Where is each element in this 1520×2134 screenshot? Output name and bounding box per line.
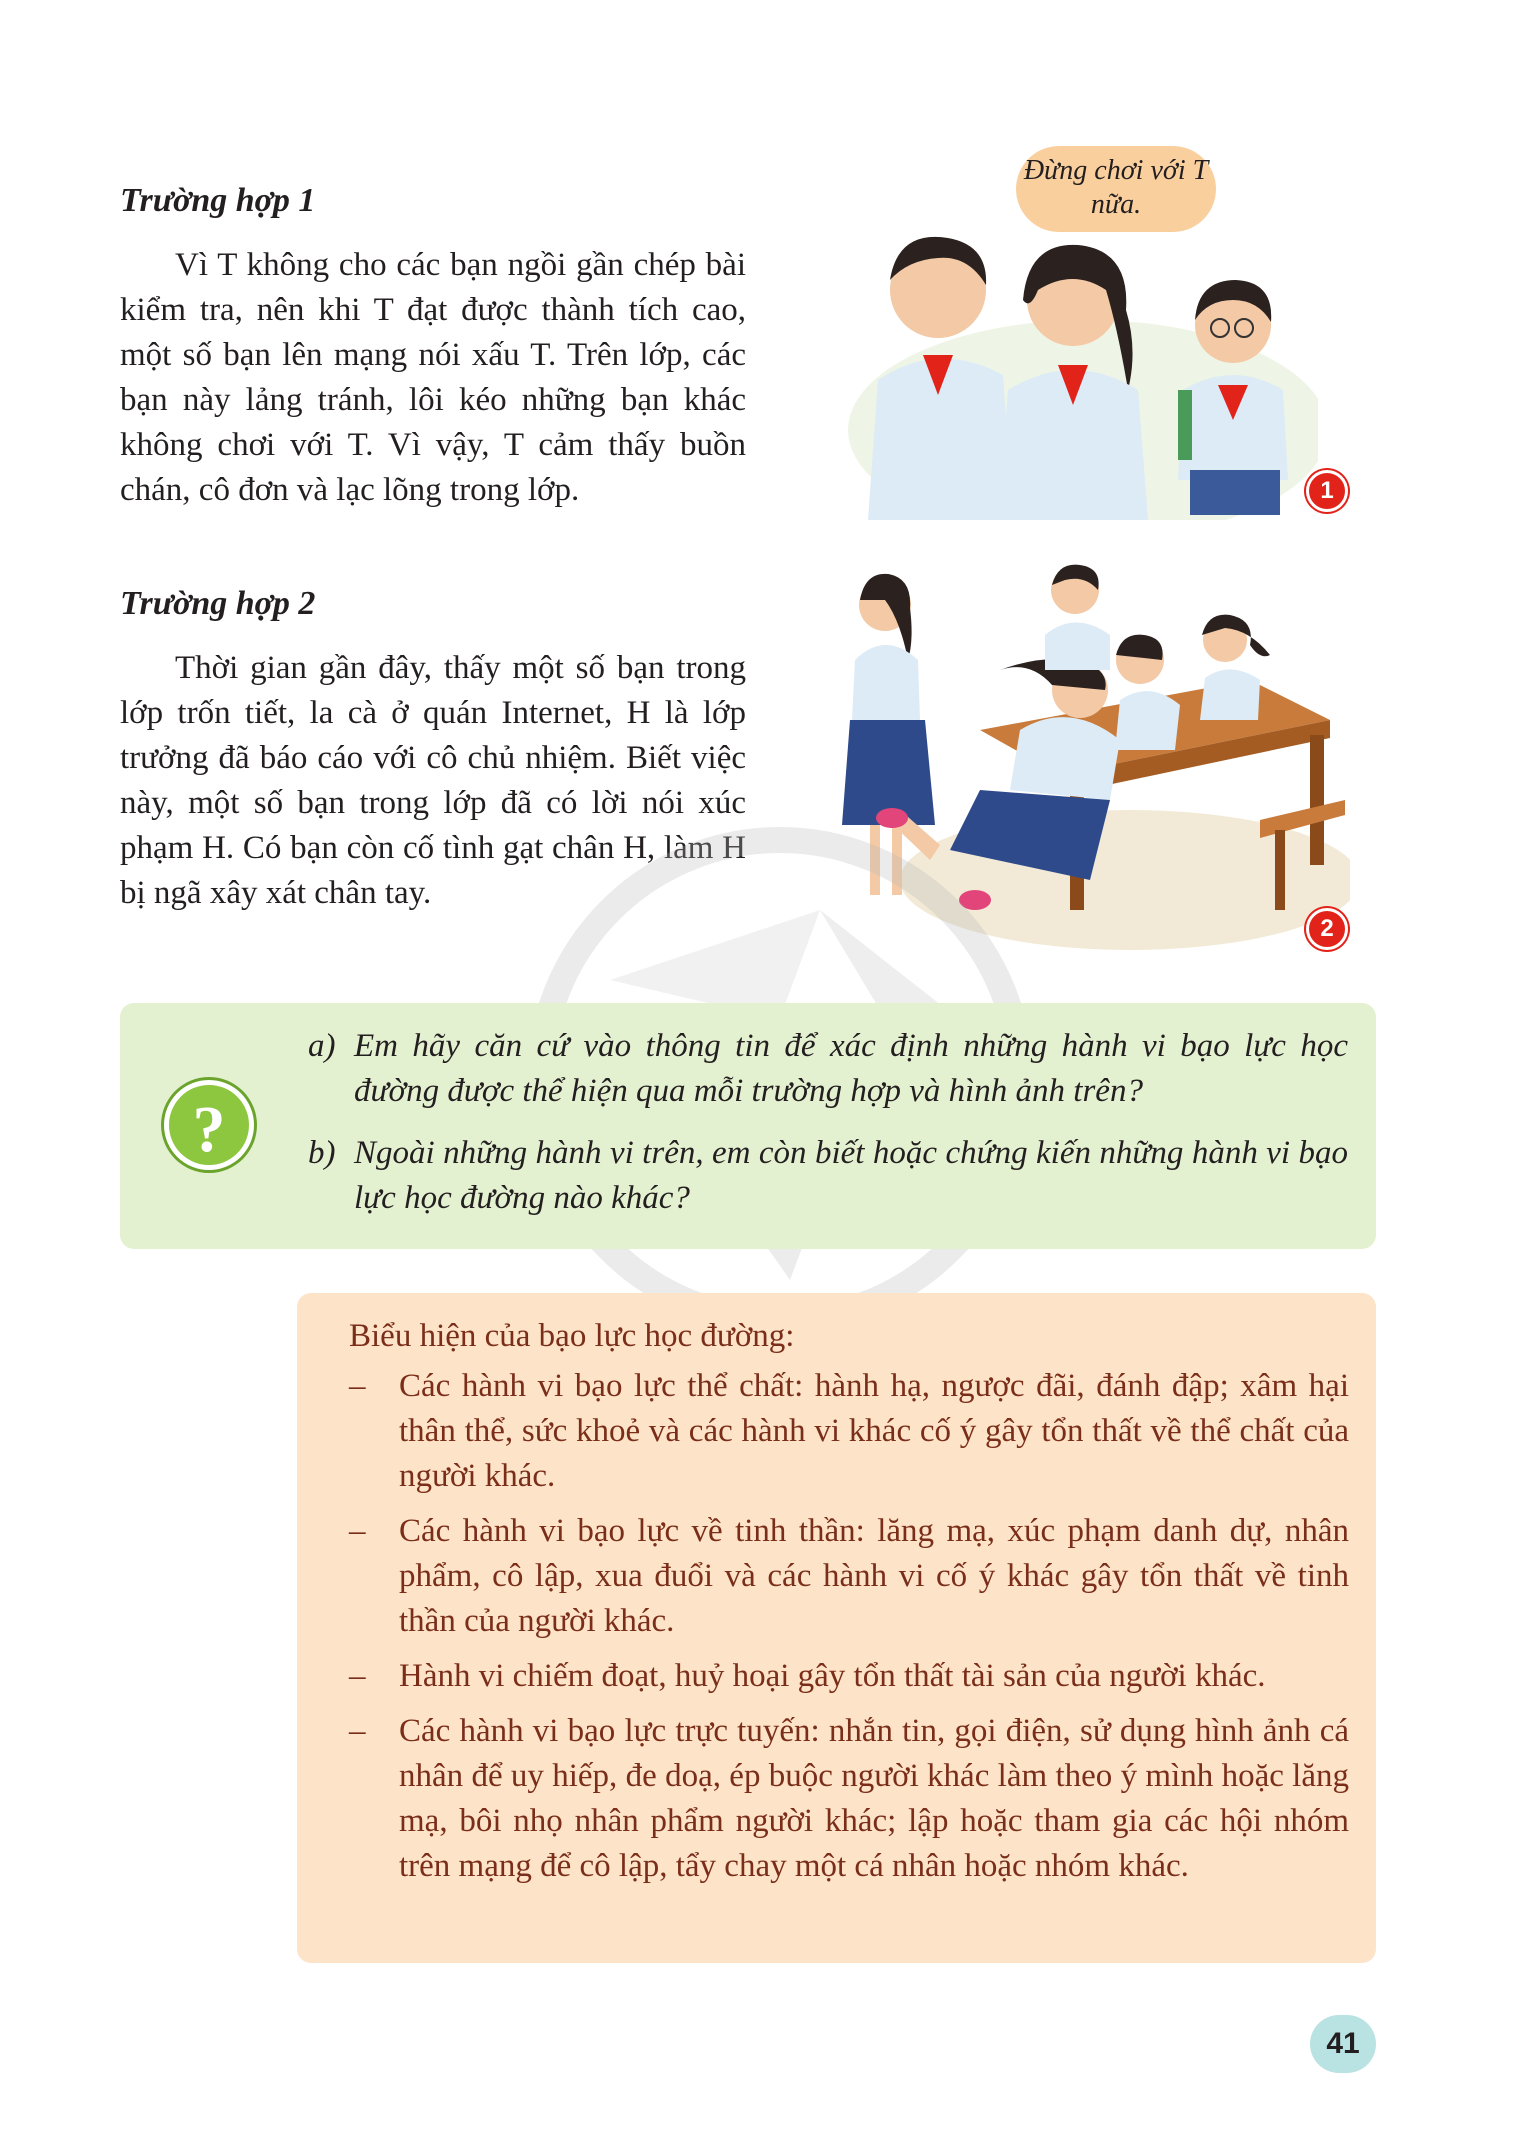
- question-letter: b): [308, 1135, 336, 1171]
- info-bullet: [349, 1364, 1349, 1499]
- info-bullet: [349, 1509, 1349, 1644]
- case2-title: Trường hợp 2: [120, 585, 316, 622]
- bullet-dash: –: [349, 1713, 366, 1749]
- bullet-text: Các hành vi bạo lực thể chất: hành hạ, ngược đãi, đánh đập; xâm hại thân thể, sức khoẻ và các hành vi khác cố ý gây tổn thất về thể chất của người khác.: [399, 1368, 1349, 1494]
- question-text: Em hãy căn cứ vào thông tin để xác định những hành vi bạo lực học đường được thể hiện qua mỗi trường hợp và hình ảnh trên?: [354, 1028, 1348, 1109]
- question-item-b: [308, 1131, 1348, 1221]
- question-mark-icon: ?: [164, 1080, 254, 1170]
- question-text: Ngoài những hành vi trên, em còn biết hoặc chứng kiến những hành vi bạo lực học đường nào khác?: [354, 1135, 1348, 1216]
- case1-title: Trường hợp 1: [120, 182, 316, 219]
- bullet-text: Các hành vi bạo lực trực tuyến: nhắn tin, gọi điện, sử dụng hình ảnh cá nhân để uy hiếp, đe doạ, ép buộc người khác làm theo ý mình hoặc lăng mạ, bôi nhọ nhân phẩm người khác; lập hoặc tham gia các hội nhóm trên mạng để cô lập, tẩy chay một cá nhân hoặc nhóm khác.: [399, 1713, 1349, 1884]
- case2-text: Thời gian gần đây, thấy một số bạn trong lớp trốn tiết, la cà ở quán Internet, H là lớp trưởng đã báo cáo với cô chủ nhiệm. Biết việc này, một số bạn trong lớp đã có lời nói xúc phạm H. Có bạn còn cố tình gạt chân H, làm H bị ngã xây xát chân tay.: [120, 650, 746, 911]
- question-letter: a): [308, 1028, 336, 1064]
- illustration-1-badge: 1: [1306, 470, 1348, 512]
- bullet-text: Các hành vi bạo lực về tinh thần: lăng mạ, xúc phạm danh dự, nhân phẩm, cô lập, xua đuổi và các hành vi cố ý khác gây tổn thất về tinh thần của người khác.: [399, 1513, 1349, 1639]
- page-number: 41: [1310, 2015, 1376, 2073]
- info-heading: Biểu hiện của bạo lực học đường:: [349, 1318, 795, 1354]
- bullet-text: Hành vi chiếm đoạt, huỷ hoại gây tổn thất tài sản của người khác.: [399, 1658, 1266, 1694]
- question-item-a: [308, 1024, 1348, 1114]
- info-bullet: [349, 1709, 1349, 1889]
- case1-text: Vì T không cho các bạn ngồi gần chép bài kiểm tra, nên khi T đạt được thành tích cao, một số bạn lên mạng nói xấu T. Trên lớp, các bạn này lảng tránh, lôi kéo những bạn khác không chơi với T. Vì vậy, T cảm thấy buồn chán, cô đơn và lạc lõng trong lớp.: [120, 247, 746, 508]
- bullet-dash: –: [349, 1658, 366, 1694]
- bullet-dash: –: [349, 1513, 366, 1549]
- info-bullet: [349, 1654, 1349, 1699]
- illustration-2-badge: 2: [1306, 908, 1348, 950]
- speech-bubble: Đừng chơi với T nữa.: [1016, 146, 1216, 232]
- bullet-dash: –: [349, 1368, 366, 1404]
